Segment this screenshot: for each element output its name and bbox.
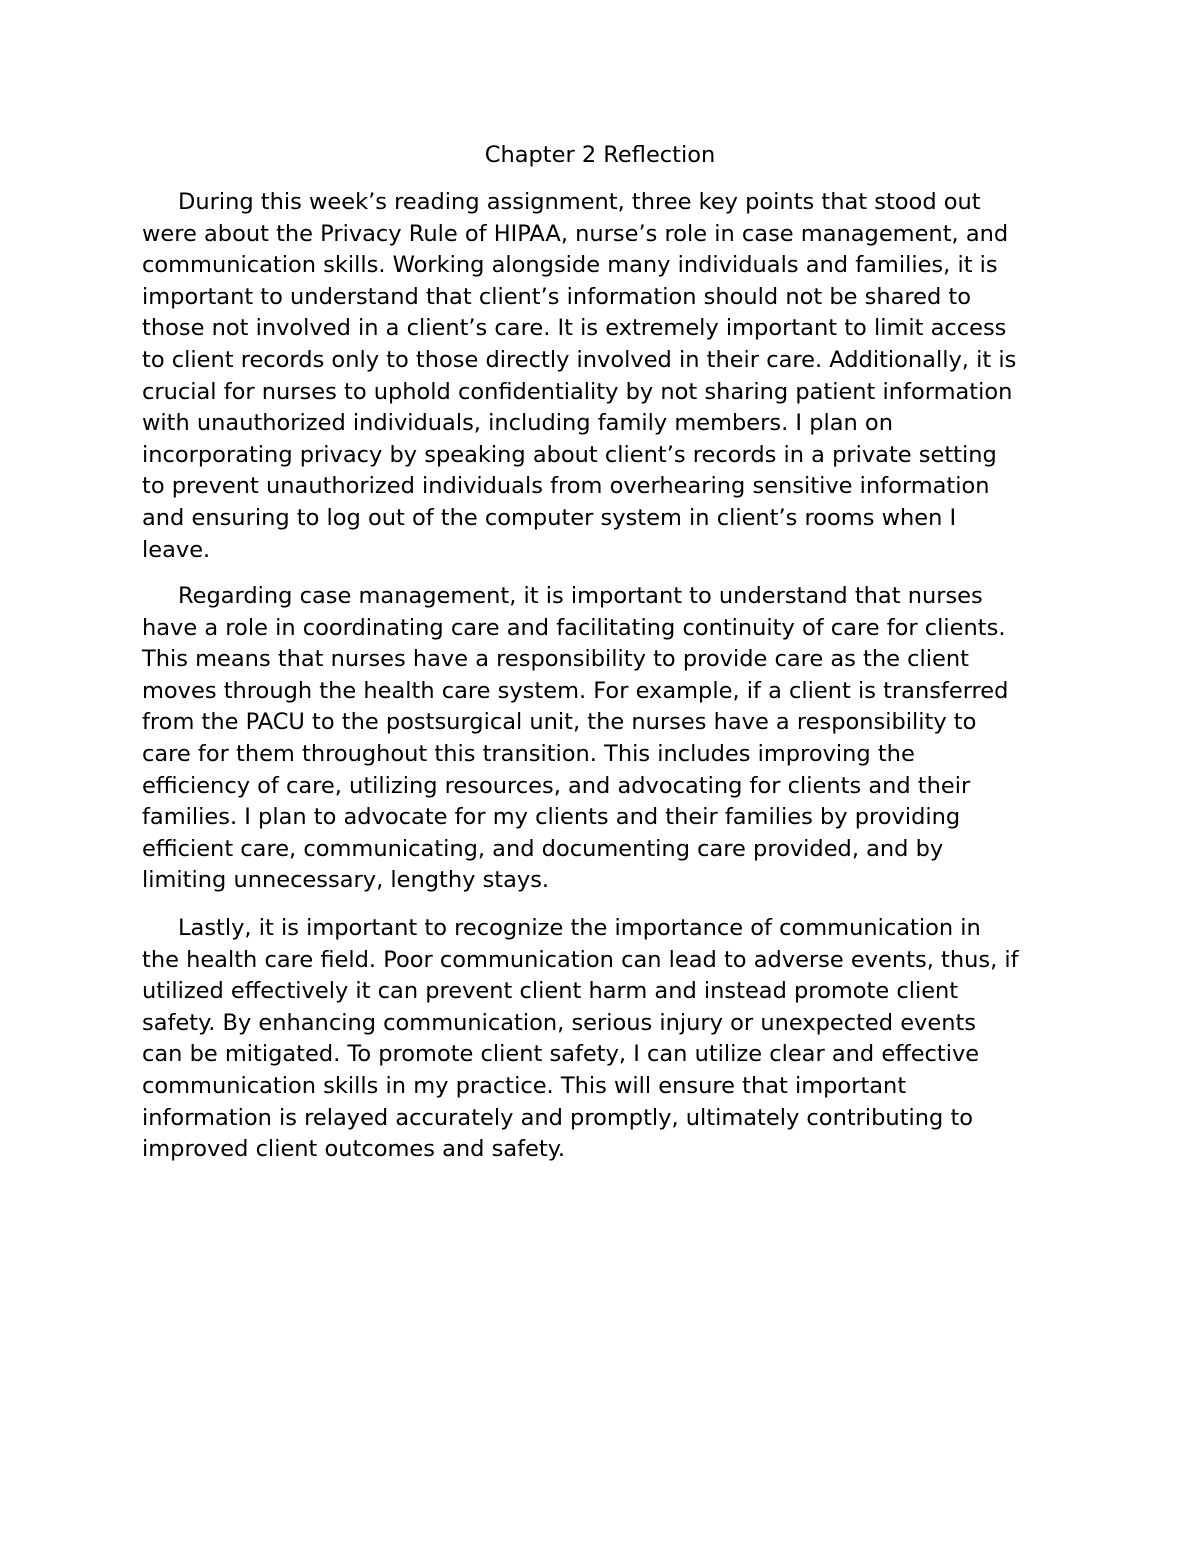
paragraph-line: care for them throughout this transition. This includes improving the — [142, 740, 915, 767]
paragraph-line: efficient care, communicating, and documenting care provided, and by — [142, 835, 944, 862]
paragraph-line: to client records only to those directly involved in their care. Additionally, it is — [142, 346, 1017, 373]
paragraph-line: and ensuring to log out of the computer system in client’s rooms when I — [142, 504, 957, 531]
paragraph-line: communication skills in my practice. This will ensure that important — [142, 1072, 907, 1099]
document-title: Chapter 2 Reflection — [484, 142, 716, 168]
paragraph-line: information is relayed accurately and promptly, ultimately contributing to — [142, 1104, 974, 1131]
paragraph-line: those not involved in a client’s care. It is extremely important to limit access — [142, 315, 1007, 342]
paragraph-line: utilized effectively it can prevent client harm and instead promote client — [142, 978, 959, 1005]
paragraph-line: from the PACU to the postsurgical unit, the nurses have a responsibility to — [142, 709, 977, 736]
paragraph-line: This means that nurses have a responsibility to provide care as the client — [142, 646, 969, 673]
paragraph-line: with unauthorized individuals, including family members. I plan on — [142, 410, 893, 437]
paragraph-case-management — [142, 581, 1082, 897]
paragraph-line: incorporating privacy by speaking about client’s records in a private setting — [142, 441, 997, 468]
paragraph-line: were about the Privacy Rule of HIPAA, nurse’s role in case management, and — [142, 220, 1009, 247]
paragraph-line: limiting unnecessary, lengthy stays. — [142, 867, 550, 894]
paragraph-line: can be mitigated. To promote client safety, I can utilize clear and effective — [142, 1041, 980, 1068]
paragraph-line: Lastly, it is important to recognize the importance of communication in — [178, 915, 981, 941]
paragraph-line: to prevent unauthorized individuals from overhearing sensitive information — [142, 473, 990, 500]
paragraph-line: the health care field. Poor communication can lead to adverse events, thus, if — [142, 946, 1019, 973]
paragraph-line: efficiency of care, utilizing resources, and advocating for clients and their — [142, 772, 971, 799]
paragraph-line: have a role in coordinating care and facilitating continuity of care for clients. — [142, 614, 1006, 641]
paragraph-line: safety. By enhancing communication, serious injury or unexpected events — [142, 1009, 977, 1036]
paragraph-communication — [142, 913, 1082, 1166]
paragraph-line: improved client outcomes and safety. — [142, 1136, 565, 1163]
paragraph-line: leave. — [142, 536, 211, 563]
paragraph-line: During this week’s reading assignment, three key points that stood out — [178, 189, 981, 215]
paragraph-line: crucial for nurses to uphold confidentiality by not sharing patient information — [142, 378, 1013, 405]
paragraph-line: communication skills. Working alongside many individuals and families, it is — [142, 252, 998, 279]
paragraph-line: moves through the health care system. For example, if a client is transferred — [142, 677, 1009, 704]
paragraph-privacy — [142, 187, 1082, 566]
paragraph-line: important to understand that client’s information should not be shared to — [142, 283, 972, 310]
paragraph-line: families. I plan to advocate for my clients and their families by providing — [142, 804, 961, 831]
paragraph-line: Regarding case management, it is important to understand that nurses — [178, 583, 983, 609]
